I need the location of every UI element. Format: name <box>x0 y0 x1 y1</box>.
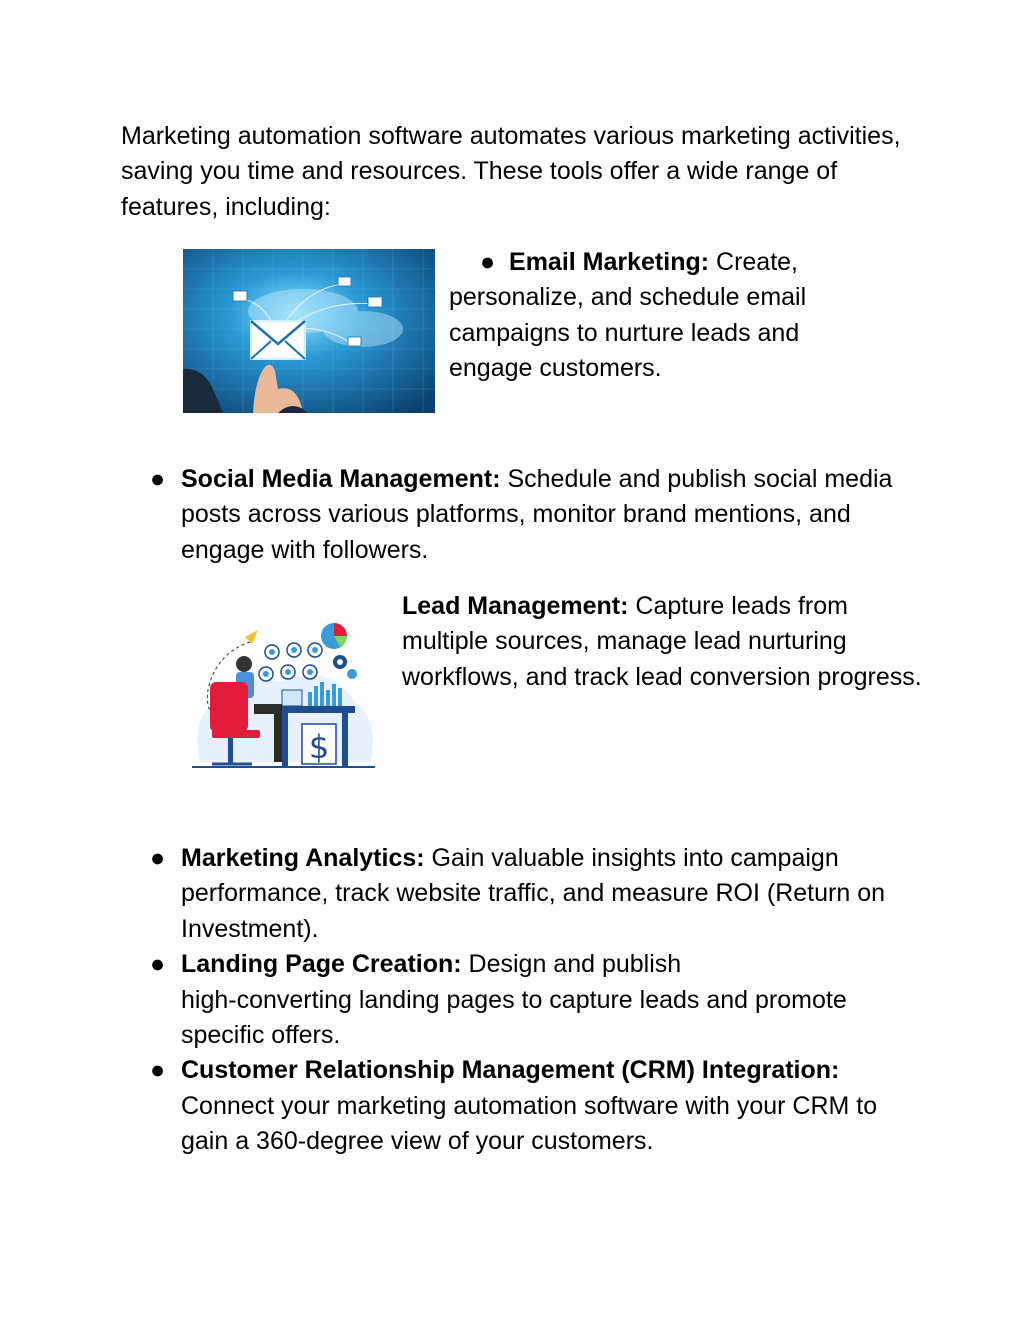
lead-management-image <box>190 612 382 772</box>
bullet-icon: ● <box>150 1056 166 1085</box>
email-marketing-paragraph: ● Email Marketing: Create, personalize, and schedule email campaigns to nurture leads and engage customers. <box>449 248 807 383</box>
bullet-icon: ● <box>480 248 496 276</box>
lead-management-paragraph <box>402 589 922 695</box>
marketing-analytics-title: Marketing Analytics: <box>181 844 425 872</box>
list-item <box>121 841 921 947</box>
list-item <box>121 462 921 568</box>
crm-integration-description: Connect your marketing automation software with your CRM to gain a 360-degree view of your customers. <box>181 1091 878 1156</box>
feature-list-social <box>121 462 921 568</box>
bullet-icon: ● <box>150 950 166 979</box>
email-marketing-title: Email Marketing: <box>509 248 710 276</box>
marketing-analytics-description: Gain valuable insights into campaign performance, track website traffic, and measure ROI (Return on Investment). <box>181 844 886 943</box>
landing-page-description: high-converting landing pages to capture leads and promote specific offers. <box>181 985 847 1050</box>
lead-management-description: Capture leads from multiple sources, manage lead nurturing workflows, and track lead conversion progress. <box>402 592 922 691</box>
feature-list <box>121 841 921 1160</box>
bullet-icon: ● <box>150 465 166 493</box>
email-marketing-image <box>183 249 435 413</box>
bullet-icon: ● <box>150 844 166 872</box>
landing-page-title: Landing Page Creation: <box>181 950 462 979</box>
list-item <box>121 1053 921 1159</box>
social-media-description: Schedule and publish social media posts across various platforms, monitor brand mentions, and engage with followers. <box>181 465 893 564</box>
crm-integration-title: Customer Relationship Management (CRM) Integration: <box>181 1056 840 1085</box>
social-media-title: Social Media Management: <box>181 465 501 493</box>
list-item: ● Landing Page Creation: Design and publish high-converting landing pages to capture leads and promote specific offers. <box>121 947 921 1053</box>
svg-text:$: $ <box>308 728 330 766</box>
email-marketing-description: personalize, and schedule email campaigns to nurture leads and engage customers. <box>449 283 807 383</box>
intro-paragraph: Marketing automation software automates various marketing activities, saving you time and resources. These tools offer a wide range of features, including: <box>121 122 901 221</box>
lead-management-title: Lead Management: <box>402 592 629 620</box>
